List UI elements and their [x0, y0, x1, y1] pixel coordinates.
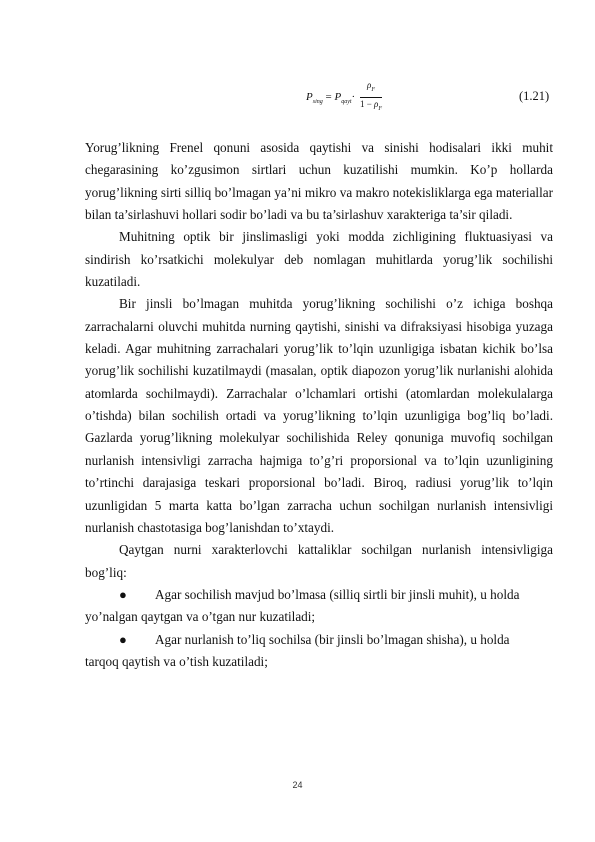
equation-dot: · [351, 91, 356, 104]
body-text [85, 137, 553, 673]
equation-equals: = [325, 91, 332, 104]
bullet-1-first-line: Agar sochilish mavjud bo’lmasa (silliq sirtli bir jinsli muhit), u holda [155, 586, 520, 602]
page-number: 24 [292, 780, 303, 790]
bullet-item-2 [85, 629, 553, 674]
equation-denominator-var: ρ [374, 99, 379, 109]
equation-lhs-sub: sing [312, 99, 323, 106]
equation-fraction [360, 80, 382, 115]
paragraph-2: Muhitning optik bir jinslimasligi yoki modda zichligining fluktuasiyasi va sindirish ko’rsatkichi molekulyar deb nomlagan muhitlarda yorug’lik sochilishi kuzatiladi. [85, 229, 553, 290]
equation-numerator-sub: F [371, 87, 375, 93]
equation-rhs-var: P [334, 91, 342, 104]
equation-row [0, 80, 595, 116]
equation-number: (1.21) [519, 89, 550, 103]
equation [306, 80, 382, 115]
equation-denominator-sub: F [378, 106, 383, 112]
equation-denominator-one: 1 − [359, 99, 372, 109]
bullet-1-continuation: yo’nalgan qaytgan va o’tgan nur kuzatiladi; [85, 609, 316, 625]
bullet-dot-icon: ● [119, 586, 127, 602]
paragraph-1: Yorug’likning Frenel qonuni asosida qaytishi va sinishi hodisalari ikki muhit chegarasining ko’zgusimon sirtlari uchun kuzatilishi mumkin. Ko’p hollarda yorug’likning sirti silliq bo’lmagan ya’ni mikro va makro notekisliklarga ega materiallar bilan ta’sirlashuvi hollari sodir bo’ladi va bu ta’sirlashuv xarakteriga ta’sir qiladi. [85, 140, 553, 223]
bullet-2-first-line: Agar nurlanish to’liq sochilsa (bir jinsli bo’lmagan shisha), u holda [155, 631, 510, 647]
equation-rhs-sub: qayt [341, 99, 352, 106]
equation-numerator [360, 80, 382, 98]
bullet-item-1 [85, 584, 553, 629]
equation-denominator [360, 98, 382, 115]
equation-lhs-var: P [306, 91, 313, 104]
bullet-dot-icon: ● [119, 631, 127, 647]
paragraph-4: Qaytgan nurni xarakterlovchi kattaliklar sochilgan nurlanish intensivligiga bog’liq: [85, 542, 553, 580]
bullet-2-continuation: tarqoq qaytish va o’tish kuzatiladi; [85, 653, 268, 669]
paragraph-3: Bir jinsli bo’lmagan muhitda yorug’likning sochilishi o’z ichiga boshqa zarrachalarni oluvchi muhitda nurning qaytishi, sinishi va difraksiyasi hisobiga yuzaga keladi. Agar muhitning zarrachalari yorug’lik to’lqin uzunligiga isbatan kichik bo’lsa yorug’lik sochilishi kuzatilmaydi (masalan, optik diapozon yorug’lik nurlanishi alohida atomlarda sochilmaydi). Zarrachalar o’lchamlari ortishi (atomlardan molekulalarga o’tishda) bilan sochilish ortadi va yorug’likning to’lqin uzunligiga bog’liq bo’ladi. Gazlarda yorug’likning molekulyar sochilishida Reley qonuniga muvofiq sochilgan nurlanish intensivligi zarracha hajmiga to’g’ri proporsional va to’lqin uzunligining to’rtinchi darajasiga teskari proporsional bo’ladi. Biroq, radiusi yorug’lik to’lqin uzunligidan 5 marta katta bo’lgan zarracha uchun sochilgan nurlanish intensivligi nurlanish chastotasiga bog’lanishdan to’xtaydi. [85, 296, 553, 535]
equation-numerator-var: ρ [367, 80, 372, 90]
